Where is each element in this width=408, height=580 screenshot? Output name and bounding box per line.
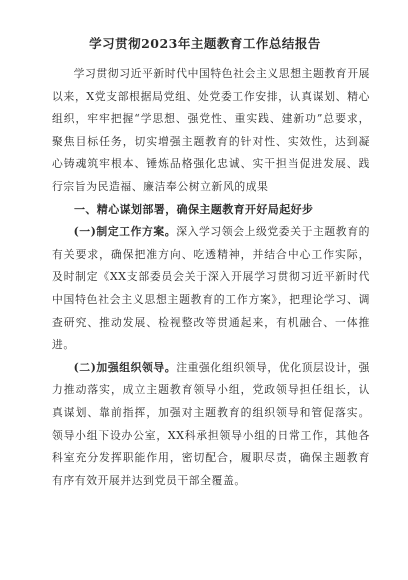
subsection-label-2: (二)加强组织领导。: [73, 360, 177, 374]
subsection-text-1: 深入学习领会上级党委关于主题教育的有关要求，确保把准方向、吃透精神，并结合中心工作实际，及时制定《XX支部委员会关于深入开展学习贯彻习近平新时代中国特色社会主义思想主题教育的工作方案》，把理论学习、调查研究、推动发展、检视整改等贯通起来，有机融合、一体推进。: [52, 225, 371, 352]
subsection-label-1: (一)制定工作方案。: [73, 225, 177, 239]
document-title: 学习贯彻2023年主题教育工作总结报告: [89, 36, 321, 51]
subsection-paragraph-1: [52, 221, 370, 357]
intro-paragraph: 学习贯彻习近平新时代中国特色社会主义思想主题教育开展以来，X党支部根据局党组、处党委工作安排，认真谋划、精心组织，牢牢把握“学思想、强党性、重实践、建新功”总要求，聚焦目标任务，切实增强主题教育的针对性、实效性，达到凝心铸魂筑牢根本、锤炼品格强化忠诚、实干担当促进发展、践行宗旨为民造福、廉洁奉公树立新风的成果: [52, 67, 370, 193]
section-heading-1: 一、精心谋划部署，确保主题教育开好局起好步: [74, 202, 314, 216]
subsection-paragraph-2: [52, 357, 370, 493]
subsection-text-2: 注重强化组织领导，优化顶层设计，强力推动落实，成立主题教育领导小组，党政领导担任组长，认真谋划、靠前指挥，加强对主题教育的组织领导和管促落实。领导小组下设办公室，XX科承担领导小组的日常工作，其他各科室充分发挥职能作用，密切配合，履职尽责，确保主题教育有序有效开展并达到党员干部全覆盖。: [52, 360, 371, 487]
